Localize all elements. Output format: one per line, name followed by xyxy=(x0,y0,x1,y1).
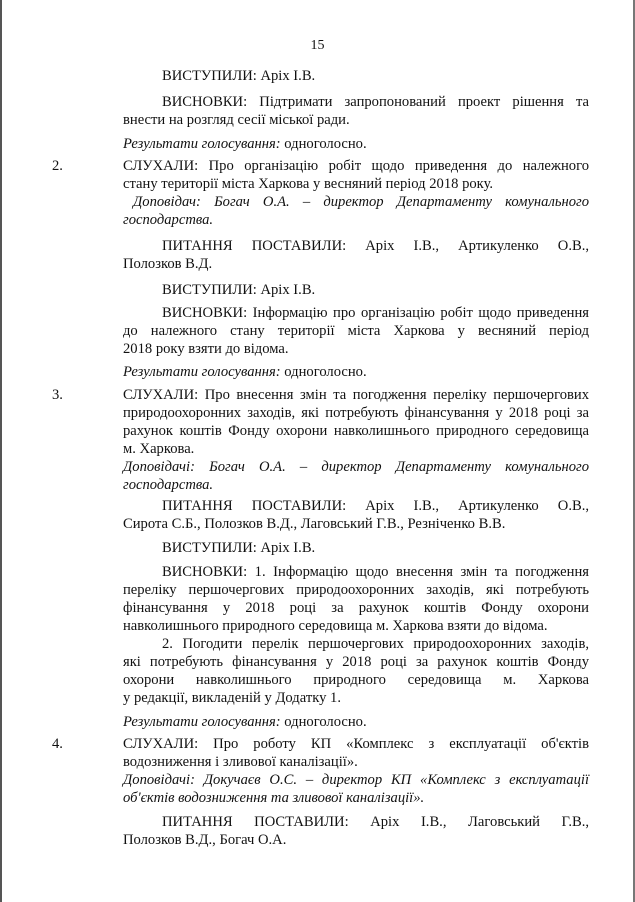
reporter-line: Доповідачі: Богач О.А. – директор Департаменту комунального xyxy=(123,459,589,475)
heard-line: водозниження і зливової каналізації». xyxy=(123,754,358,770)
conclusions-line: переліку першочергових природоохоронних заходів, які потребують xyxy=(123,582,589,598)
voting-result xyxy=(123,135,589,153)
questions-line: ПИТАННЯ ПОСТАВИЛИ: Аріх І.В., Артикуленко О.В., xyxy=(162,498,589,514)
conclusions-line: у редакції, викладеній у Додатку 1. xyxy=(123,690,341,706)
voting-value: одноголосно. xyxy=(280,364,367,380)
item-number: 4. xyxy=(52,736,63,752)
voting-label: Результати голосування: xyxy=(123,136,281,152)
reporter-line: господарства. xyxy=(123,212,214,228)
heard-line: природоохоронних заходів, які потребують фінансування у 2018 році за xyxy=(123,405,589,421)
conclusions-line: ВИСНОВКИ: 1. Інформацію щодо внесення змін та погодження xyxy=(162,564,589,580)
conclusions-line: навколишнього природного середовища м. Харкова взяти до відома. xyxy=(123,618,548,634)
page-number: 15 xyxy=(310,38,325,53)
speakers-line: ВИСТУПИЛИ: Аріх І.В. xyxy=(162,282,316,298)
speakers-line: ВИСТУПИЛИ: Аріх І.В. xyxy=(162,540,316,556)
conclusions-line: фінансування у 2018 році за рахунок коштів Фонду охорони xyxy=(123,600,589,616)
conclusions-line: внести на розгляд сесії міської ради. xyxy=(123,112,350,128)
conclusions-line: охорони навколишнього природного середовища м. Харкова xyxy=(123,672,589,688)
questions-line: Сирота С.Б., Полозков В.Д., Лаговський Г.В., Резніченко В.В. xyxy=(123,516,506,532)
item-number: 3. xyxy=(52,387,63,403)
reporter-line: Доповідачі: Докучаєв О.С. – директор КП «Комплекс з експлуатації xyxy=(123,772,589,788)
questions-line: ПИТАННЯ ПОСТАВИЛИ: Аріх І.В., Артикуленко О.В., xyxy=(162,238,589,254)
questions-line: ПИТАННЯ ПОСТАВИЛИ: Аріх І.В., Лаговський Г.В., xyxy=(162,814,589,830)
voting-label: Результати голосування: xyxy=(123,364,281,380)
voting-value: одноголосно. xyxy=(280,714,367,730)
heard-line: стану території міста Харкова у весняний період 2018 року. xyxy=(123,176,494,192)
heard-line: рахунок коштів Фонду охорони навколишнього природного середовища xyxy=(123,423,589,439)
item-number: 2. xyxy=(52,158,63,174)
voting-result xyxy=(123,363,589,381)
conclusions-line: 2. Погодити перелік першочергових природоохоронних заходів, xyxy=(162,636,589,652)
reporter-line: Доповідач: Богач О.А. – директор Департаменту комунального xyxy=(133,194,589,210)
conclusions-line: ВИСНОВКИ: Підтримати запропонований проект рішення та xyxy=(162,94,589,110)
heard-line: СЛУХАЛИ: Про роботу КП «Комплекс з експлуатації об'єктів xyxy=(123,736,589,752)
heard-line: СЛУХАЛИ: Про організацію робіт щодо приведення до належного xyxy=(123,158,589,174)
heard-line: СЛУХАЛИ: Про внесення змін та погодження переліку першочергових xyxy=(123,387,589,403)
conclusions-line: до належного стану території міста Харкова у весняний період xyxy=(123,323,589,339)
conclusions-line: 2018 року взяти до відома. xyxy=(123,341,289,357)
voting-value: одноголосно. xyxy=(280,136,367,152)
speakers-line: ВИСТУПИЛИ: Аріх І.В. xyxy=(162,68,316,84)
heard-line: м. Харкова. xyxy=(123,441,195,457)
reporter-line: господарства. xyxy=(123,477,214,493)
conclusions-line: які потребують фінансування у 2018 році за рахунок коштів Фонду xyxy=(123,654,589,670)
questions-line: Полозков В.Д., Богач О.А. xyxy=(123,832,287,848)
questions-line: Полозков В.Д. xyxy=(123,256,213,272)
conclusions-line: ВИСНОВКИ: Інформацію про організацію робіт щодо приведення xyxy=(162,305,589,321)
reporter-line: об'єктів водозниження та зливової каналізації». xyxy=(123,790,425,806)
voting-label: Результати голосування: xyxy=(123,714,281,730)
scan-left-edge xyxy=(0,0,2,902)
voting-result xyxy=(123,713,589,731)
